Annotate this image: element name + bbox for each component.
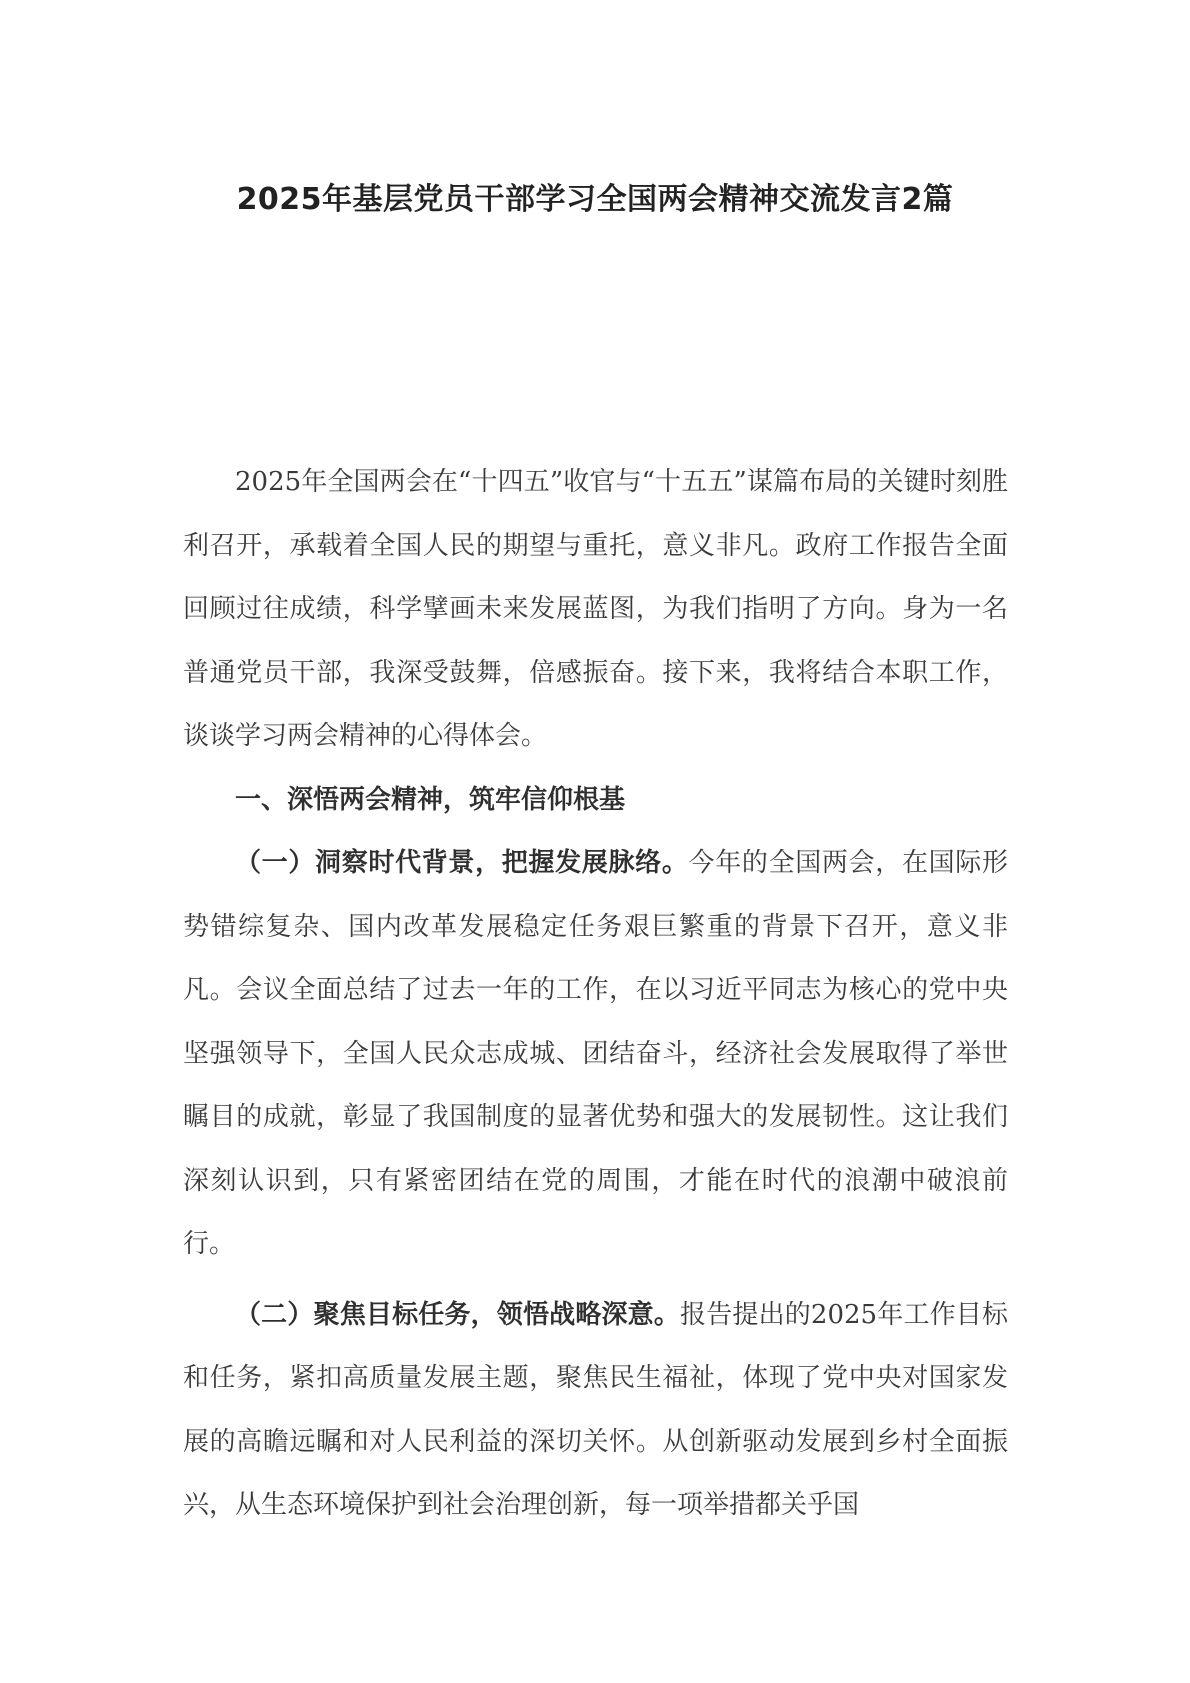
point-lead-2: （二）聚焦目标任务，领悟战略深意。 bbox=[235, 1299, 681, 1330]
document-title: 2025年基层党员干部学习全国两会精神交流发言2篇 bbox=[236, 182, 954, 217]
section-heading-1: 一、深悟两会精神，筑牢信仰根基 bbox=[235, 784, 626, 815]
intro-paragraph: 2025年全国两会在“十四五”收官与“十五五”谋篇布局的关键时刻胜利召开，承载着全国人民的期望与重托，意义非凡。政府工作报告全面回顾过往成绩，科学擘画未来发展蓝图，为我们指明了方向。身为一名普通党员干部，我深受鼓舞，倍感振奋。接下来，我将结合本职工作，谈谈学习两会精神的心得体会。 bbox=[183, 467, 1008, 751]
point-paragraph-2 bbox=[183, 1284, 1008, 1538]
point-paragraph-1 bbox=[183, 832, 1008, 1277]
point-lead-1: （一）洞察时代背景，把握发展脉络。 bbox=[235, 848, 689, 878]
point-text-2: 报告提出的2025年工作目标和任务，紧扣高质量发展主题，聚焦民生福祉，体现了党中央对国家发展的高瞻远瞩和对人民利益的深切关怀。从创新驱动发展到乡村全面振兴，从生态环境保护到社会治理创新，每一项举措都关乎国 bbox=[183, 1299, 1008, 1520]
document-body bbox=[183, 451, 1008, 1538]
point-text-1: 今年的全国两会，在国际形势错综复杂、国内改革发展稳定任务艰巨繁重的背景下召开，意义非凡。会议全面总结了过去一年的工作，在以习近平同志为核心的党中央坚强领导下，全国人民众志成城、团结奋斗，经济社会发展取得了举世瞩目的成就，彰显了我国制度的显著优势和强大的发展韧性。这让我们深刻认识到，只有紧密团结在党的周围，才能在时代的浪潮中破浪前行。 bbox=[183, 848, 1008, 1259]
